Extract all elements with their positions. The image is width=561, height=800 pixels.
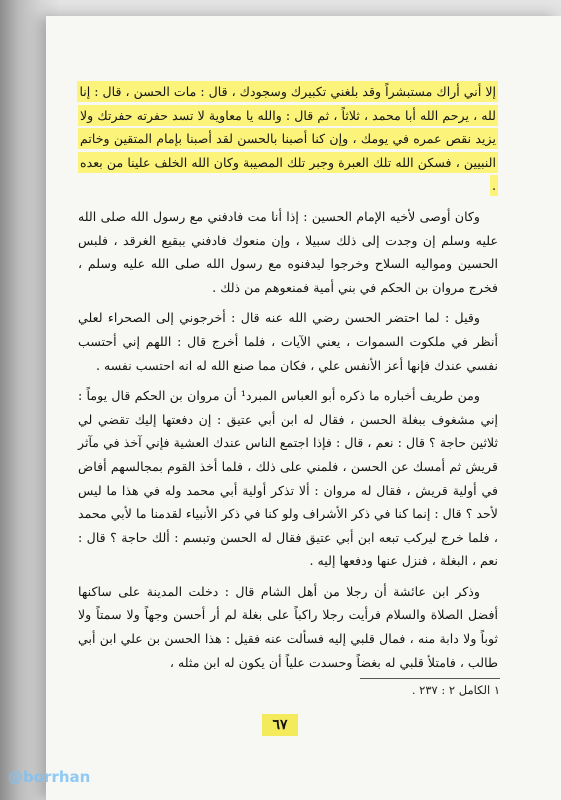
paragraph-anecdote: ومن طريف أخباره ما ذكره أبو العباس المبرد¹ أن مروان بن الحكم قال يوماً : إني مشغوف ببغلة الحسن ، فقال له ابن أبي عتيق : إن دفعتها إليك تقضي لي ثلاثين حاجة ؟ قال : نعم ، قال : فإذا اجتمع الناس عندك العشية فإني آخذ في مآثر قريش ثم أمسك عن الحسن ، فلمني على ذلك ، فلما أخذ القوم بمجالسهم أفاض في أولية قريش ، فقال له مروان : ألا تذكر أولية أبي محمد وله في هذا ما ليس لأحد ؟ قال : إنما كنا في ذكر الأشراف ولو كنا في ذكر الأنبياء لقدمنا ما لأبي محمد ، فلما خرج ليركب تبعه ابن أبي عتيق فقال له الحسن وتبسم : ألك حاجة ؟ قال : نعم ، البغلة ، فنزل عنها ودفعها إليه .: [78, 388, 498, 569]
footnote-divider: [360, 678, 500, 679]
watermark: @borrhan: [8, 768, 91, 786]
paragraph-will: وكان أوصى لأخيه الإمام الحسين : إذا أنا مت فادفني مع رسول الله صلى الله عليه وسلم إن وجدت إلى ذلك سبيلا ، وإن منعوك فادفني ببقيع الغرقد ، فلبس الحسين ومواليه السلاح وخرجوا ليدفنوه مع رسول الله صلى الله عليه وسلم ، فخرج مروان بن الحكم في بني أمية فمنعوهم من ذلك .: [78, 208, 498, 295]
highlighted-text: إلا أني أراك مستبشراً وقد بلغني تكبيرك وسجودك ، قال : مات الحسن ، قال : إنا لله ، يرحم الله أبا محمد ، ثلاثاً ، ثم قال : والله يا معاوية لا تسد حفرته حفرتك ولا يزيد نقص عمره في يومك ، وإن كنا أصبنا بالحسن لقد أصبنا بإمام المتقين وخاتم النبيين ، فسكن الله تلك العبرة وجبر تلك المصيبة وكان الله الخلف علينا من بعده .: [77, 81, 498, 196]
body-text: [78, 80, 498, 674]
footnote: ١ الكامل ٢ : ٢٣٧ .: [411, 683, 500, 697]
paragraph-shami-man: وذكر ابن عائشة أن رجلا من أهل الشام قال : دخلت المدينة على ساكنها أفضل الصلاة والسلام فرأيت رجلا راكباً على بغلة لم أر أحسن وجهاً ولا سمتاً ولا ثوباً ولا دابة منه ، فمال قلبي إليه فسألت عنه فقيل : هذا الحسن بن علي ابن أبي طالب ، فامتلأ قلبي له بغضاً وحسدت علياً أن يكون له ابن مثله ،: [78, 583, 498, 670]
highlighted-paragraph: [78, 80, 498, 198]
page-number: ٦٧: [262, 714, 298, 736]
paragraph-death: وقيل : لما احتضر الحسن رضي الله عنه قال : أخرجوني إلى الصحراء لعلي أنظر في ملكوت السموات ، يعني الآيات ، فلما أخرج قال : اللهم إني أحتسب نفسي عندك فإنها أعز الأنفس علي ، فكان مما صنع الله له انه احتسب نفسه .: [78, 310, 498, 373]
